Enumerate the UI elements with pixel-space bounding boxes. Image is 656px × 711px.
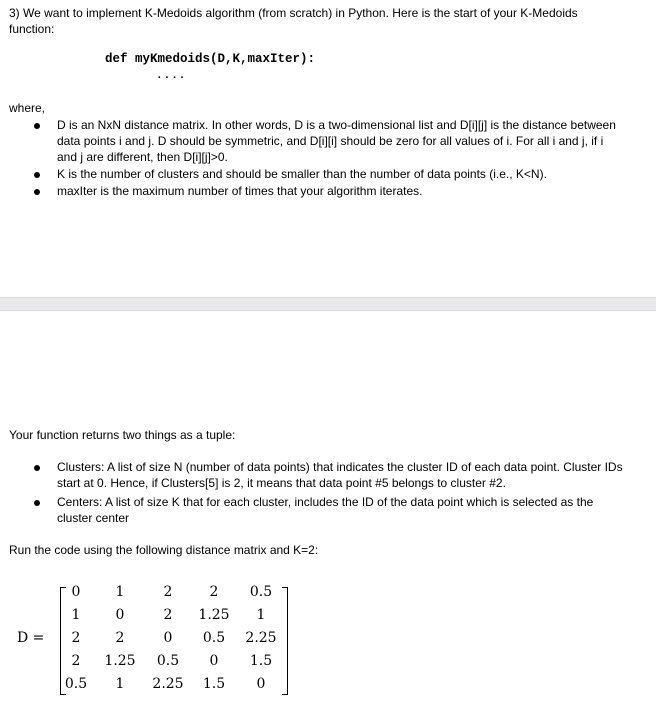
param-maxiter-line-1: maxIter is the maximum number of times that your algorithm iterates. bbox=[57, 184, 423, 198]
matrix-cell: 2 bbox=[115, 630, 125, 646]
return-clusters-line-1: Clusters: A list of size N (number of data points) that indicates the cluster ID of each data point. Cluster IDs bbox=[57, 460, 623, 474]
run-instruction: Run the code using the following distance matrix and K=2: bbox=[9, 543, 319, 557]
matrix-cell: 1 bbox=[115, 584, 125, 600]
question-title-line-2: function: bbox=[9, 22, 55, 36]
bullet-icon bbox=[34, 123, 40, 129]
code-signature: def myKmedoids(D,K,maxIter): bbox=[105, 52, 316, 66]
matrix-cell: 0.5 bbox=[64, 676, 88, 692]
bullet-icon bbox=[34, 500, 40, 506]
matrix-cell: 2 bbox=[71, 653, 81, 669]
matrix-cell: 2 bbox=[163, 607, 173, 623]
matrix-cell: 1.5 bbox=[249, 653, 273, 669]
return-clusters-line-2: start at 0. Hence, if Clusters[5] is 2, it means that data point #5 belongs to cluster #2. bbox=[57, 476, 506, 490]
matrix-cell: 0 bbox=[163, 630, 173, 646]
matrix-cell: 0.5 bbox=[202, 630, 226, 646]
matrix-cell: 1 bbox=[71, 607, 81, 623]
matrix-cell: 2.25 bbox=[245, 630, 277, 646]
bullet-icon bbox=[34, 189, 40, 195]
return-centers-line-1: Centers: A list of size K that for each cluster, includes the ID of the data point which is selected as the bbox=[57, 495, 594, 509]
matrix-cell: 0.5 bbox=[249, 584, 273, 600]
matrix-cell: 1 bbox=[256, 607, 266, 623]
code-body-ellipsis: .... bbox=[156, 70, 187, 82]
bullet-icon bbox=[34, 465, 40, 471]
param-d-line-2: data points i and j. D should be symmetric, and D[i][i] should be zero for all values of i. For all i and j, if i bbox=[57, 134, 604, 148]
return-centers-line-2: cluster center bbox=[57, 511, 130, 525]
matrix-cell: 1.25 bbox=[198, 607, 230, 623]
matrix-cell: 0 bbox=[71, 584, 81, 600]
matrix-label: D = bbox=[17, 630, 45, 646]
matrix-cell: 2 bbox=[163, 584, 173, 600]
matrix-cell: 1.5 bbox=[202, 676, 226, 692]
param-k-line-1: K is the number of clusters and should be smaller than the number of data points (i.e., K<N). bbox=[57, 167, 547, 181]
matrix-cell: 0 bbox=[115, 607, 125, 623]
returns-intro: Your function returns two things as a tuple: bbox=[9, 428, 236, 442]
question-title-line-1: 3) We want to implement K-Medoids algorithm (from scratch) in Python. Here is the start of your K-Medoids bbox=[9, 6, 578, 20]
matrix-cell: 2.25 bbox=[152, 676, 184, 692]
matrix-cell: 1.25 bbox=[104, 653, 136, 669]
param-d-line-1: D is an NxN distance matrix. In other words, D is a two-dimensional list and D[i][j] is the distance between bbox=[57, 118, 616, 132]
matrix-cell: 2 bbox=[209, 584, 219, 600]
matrix-cell: 0 bbox=[256, 676, 266, 692]
page-divider bbox=[0, 297, 656, 311]
matrix-cell: 0 bbox=[209, 653, 219, 669]
matrix-cell: 0.5 bbox=[156, 653, 180, 669]
param-d-line-3: and j are different, then D[i][j]>0. bbox=[57, 150, 228, 164]
bullet-icon bbox=[34, 172, 40, 178]
where-label: where, bbox=[9, 101, 46, 115]
matrix-cell: 2 bbox=[71, 630, 81, 646]
matrix-cell: 1 bbox=[115, 676, 125, 692]
